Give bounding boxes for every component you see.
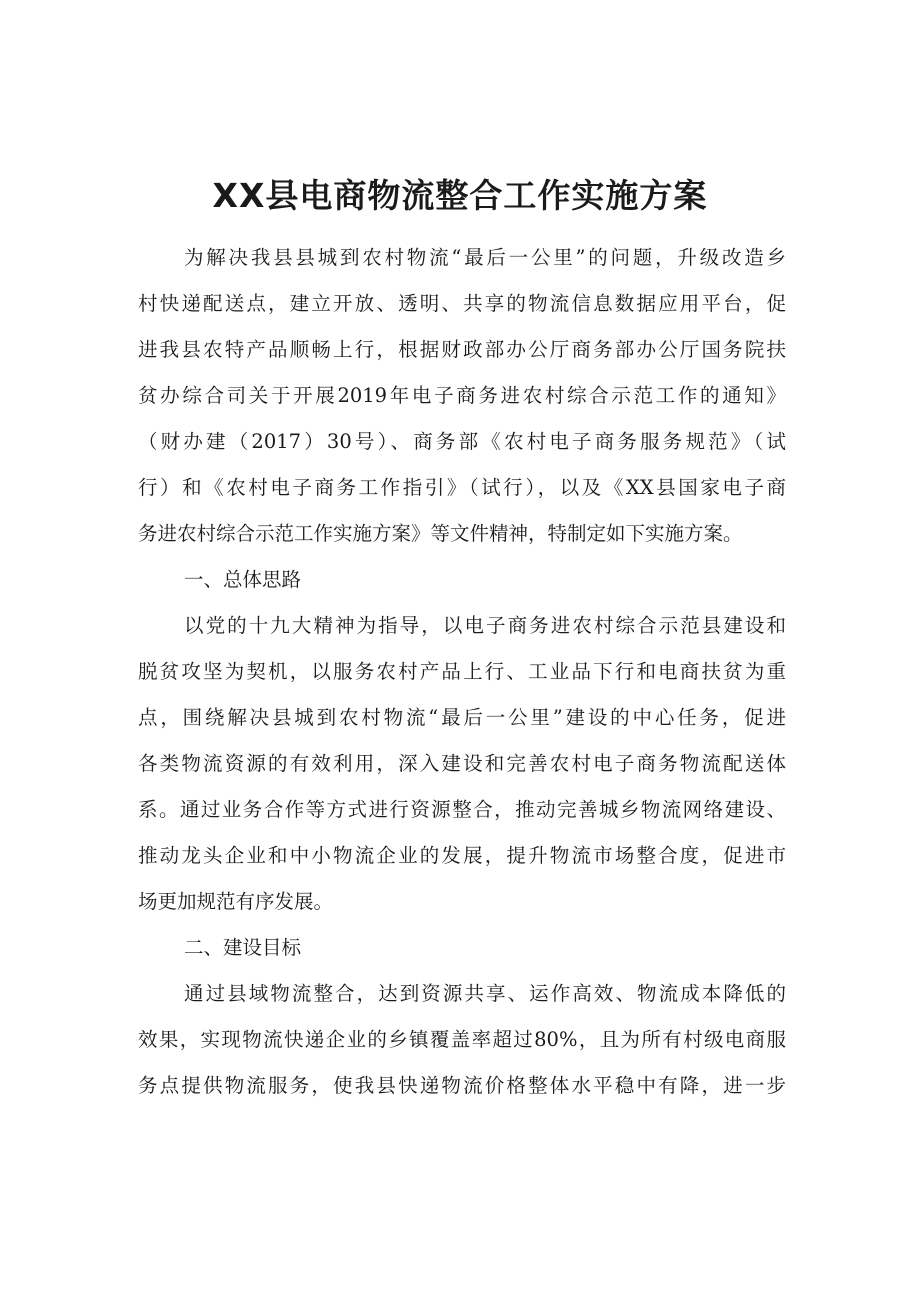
paragraph-line: 行）和《农村电子商务工作指引》（试行），以及《XX县国家电子商 bbox=[138, 476, 786, 499]
paragraph-line: 村快递配送点，建立开放、透明、共享的物流信息数据应用平台，促 bbox=[138, 292, 786, 315]
paragraph-line: 推动龙头企业和中小物流企业的发展，提升物流市场整合度，促进市 bbox=[138, 844, 786, 867]
paragraph-line: 贫办综合司关于开展2019年电子商务进农村综合示范工作的通知》 bbox=[138, 384, 786, 407]
paragraph-line: 系。通过业务合作等方式进行资源整合，推动完善城乡物流网络建设、 bbox=[138, 798, 786, 821]
paragraph-line: 各类物流资源的有效利用，深入建设和完善农村电子商务物流配送体 bbox=[138, 752, 786, 775]
paragraph-line: 通过县域物流整合，达到资源共享、运作高效、物流成本降低的 bbox=[184, 982, 786, 1005]
section-heading: 一、总体思路 bbox=[184, 568, 302, 591]
document-body bbox=[138, 235, 786, 1109]
paragraph-line: 务点提供物流服务，使我县快递物流价格整体水平稳中有降，进一步 bbox=[138, 1074, 786, 1097]
paragraph-line: 点，围绕解决县城到农村物流“最后一公里”建设的中心任务，促进 bbox=[138, 706, 786, 729]
document-title: XX县电商物流整合工作实施方案 bbox=[212, 176, 708, 215]
section-heading: 二、建设目标 bbox=[184, 936, 302, 959]
paragraph-line: 为解决我县县城到农村物流“最后一公里”的问题，升级改造乡 bbox=[184, 246, 786, 269]
paragraph-line: 务进农村综合示范工作实施方案》等文件精神，特制定如下实施方案。 bbox=[138, 522, 743, 545]
paragraph-line: （财办建（2017）30号）、商务部《农村电子商务服务规范》（试 bbox=[138, 430, 786, 453]
paragraph-line: 脱贫攻坚为契机，以服务农村产品上行、工业品下行和电商扶贫为重 bbox=[138, 660, 786, 683]
paragraph-line: 场更加规范有序发展。 bbox=[138, 890, 334, 913]
paragraph-line: 以党的十九大精神为指导，以电子商务进农村综合示范县建设和 bbox=[184, 614, 786, 637]
paragraph-line: 进我县农特产品顺畅上行，根据财政部办公厅商务部办公厅国务院扶 bbox=[138, 338, 786, 361]
paragraph-line: 效果，实现物流快递企业的乡镇覆盖率超过80%，且为所有村级电商服 bbox=[138, 1028, 786, 1051]
